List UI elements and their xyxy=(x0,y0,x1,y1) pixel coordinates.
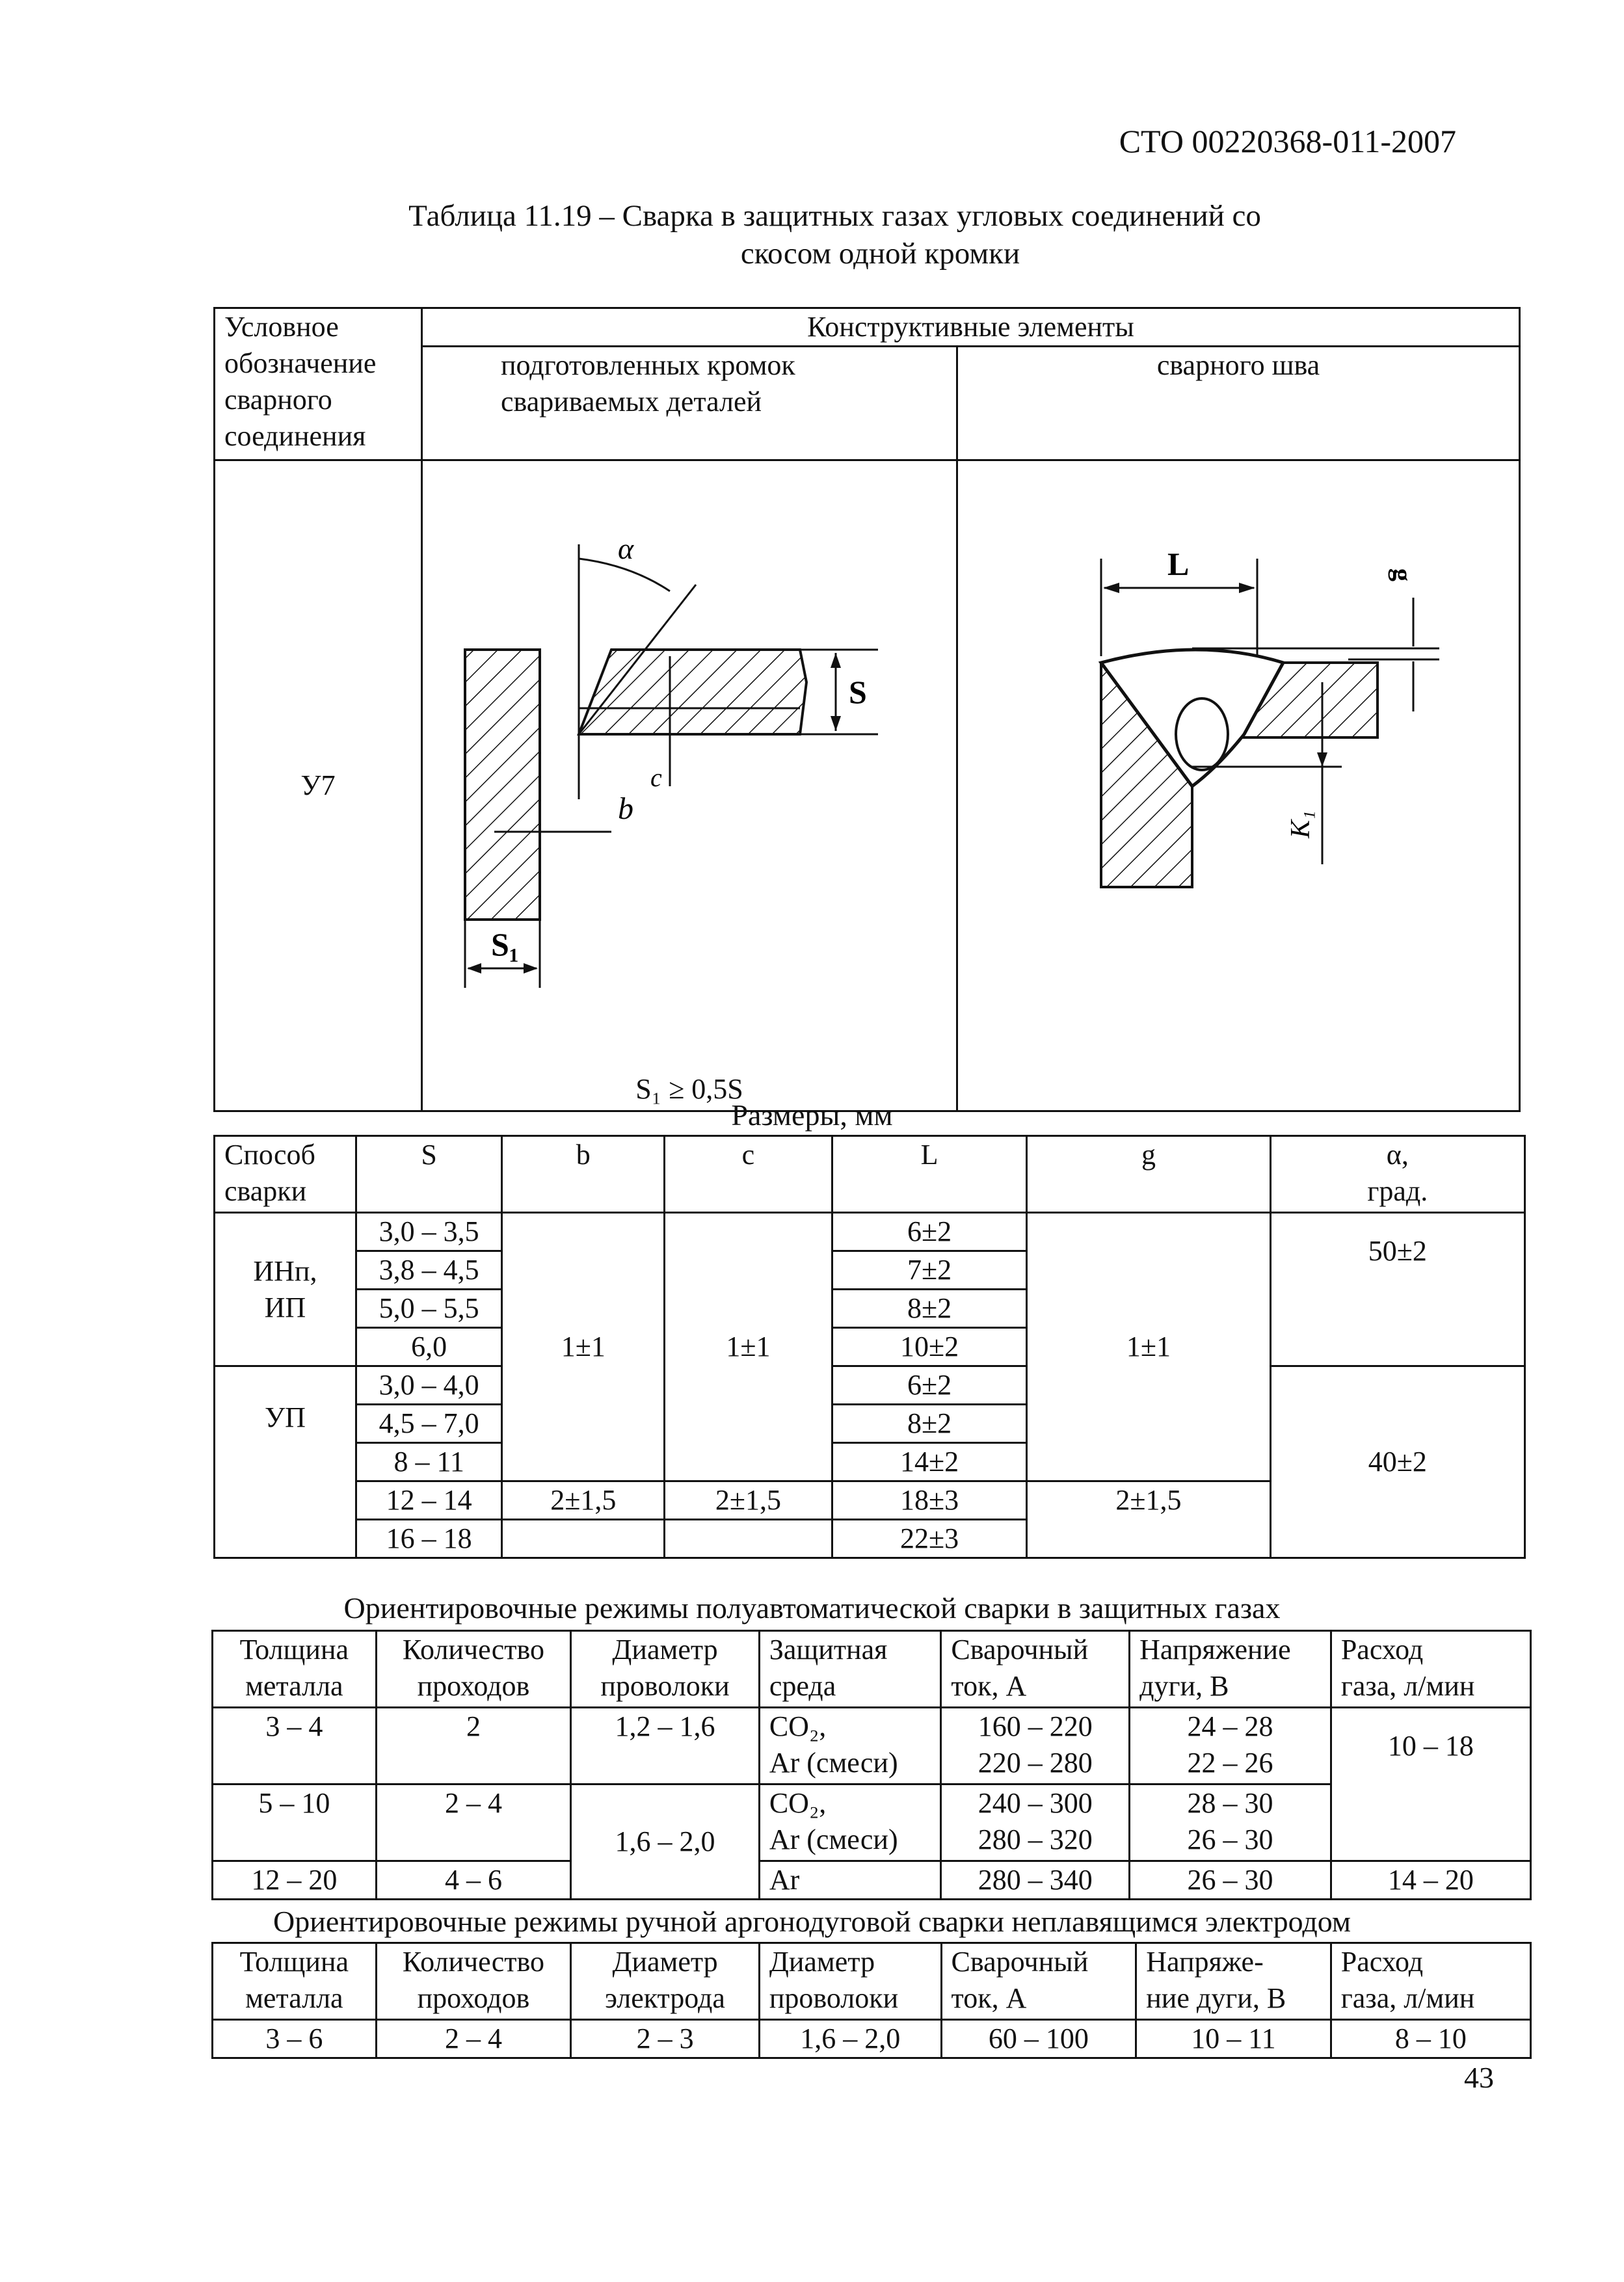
edge-prep-figure-cell xyxy=(422,460,957,1111)
joint-design-table xyxy=(213,307,1521,1112)
g-value: 2±1,5 xyxy=(1027,1481,1270,1558)
edges-header: подготовленных кромок свариваемых деталей xyxy=(422,347,957,460)
method-inp-ip: ИНп, ИП xyxy=(215,1213,356,1366)
flow-value: 14 – 20 xyxy=(1331,1861,1530,1900)
label-g: g xyxy=(1388,568,1417,581)
tig-caption: Ориентировочные режимы ручной аргонодуговой сварки неплавящимся электродом xyxy=(273,1905,1351,1938)
method-up: УП xyxy=(215,1366,356,1558)
l-value: 7±2 xyxy=(832,1251,1027,1290)
l-value: 8±2 xyxy=(832,1290,1027,1328)
label-c: c xyxy=(650,763,662,792)
method-header: Способ сварки xyxy=(215,1136,356,1213)
c-value: 2±1,5 xyxy=(665,1481,832,1520)
s-value: 6,0 xyxy=(356,1328,502,1366)
dimensions-table xyxy=(213,1135,1526,1559)
s-value: 16 – 18 xyxy=(356,1520,502,1558)
label-s1: S₁ xyxy=(491,926,519,962)
c-header: c xyxy=(665,1136,832,1213)
current-value: 60 – 100 xyxy=(941,2020,1136,2058)
current-value: 240 – 300 280 – 320 xyxy=(941,1784,1130,1861)
l-value: 6±2 xyxy=(832,1366,1027,1405)
tig-modes-table xyxy=(211,1942,1532,2059)
label-alpha: α xyxy=(618,532,634,565)
wire-value: 1,2 – 1,6 xyxy=(571,1708,760,1784)
passes-value: 2 – 4 xyxy=(376,2020,571,2058)
s-header: S xyxy=(356,1136,502,1213)
s-value: 8 – 11 xyxy=(356,1443,502,1481)
voltage-value: 26 – 30 xyxy=(1130,1861,1331,1900)
alpha-value: 40±2 xyxy=(1270,1366,1524,1558)
s-value: 12 – 14 xyxy=(356,1481,502,1520)
empty-cell xyxy=(502,1520,665,1558)
l-header: L xyxy=(832,1136,1027,1213)
th-gas: Защитная среда xyxy=(759,1631,941,1708)
passes-value: 2 – 4 xyxy=(376,1784,571,1861)
wire-value: 1,6 – 2,0 xyxy=(759,2020,941,2058)
g-header: g xyxy=(1027,1136,1270,1213)
s-value: 4,5 – 7,0 xyxy=(356,1405,502,1443)
passes-value: 4 – 6 xyxy=(376,1861,571,1900)
label-s: S xyxy=(849,674,867,710)
th-flow: Расход газа, л/мин xyxy=(1331,1943,1530,2020)
label-b: b xyxy=(618,791,633,826)
b-value: 2±1,5 xyxy=(502,1481,665,1520)
flow-value: 8 – 10 xyxy=(1331,2020,1530,2058)
vertical-plate xyxy=(465,650,540,920)
th-wire: Диаметр проволоки xyxy=(759,1943,941,2020)
alpha-value: 50±2 xyxy=(1270,1213,1524,1366)
thickness-condition: S₁ ≥ 0,5S xyxy=(635,1073,743,1105)
empty-cell xyxy=(665,1520,832,1558)
wire-value: 1,6 – 2,0 xyxy=(571,1784,760,1900)
c-value: 1±1 xyxy=(665,1213,832,1481)
gas-value: CO₂, Ar (смеси) xyxy=(759,1784,941,1861)
passes-value: 2 xyxy=(376,1708,571,1784)
thickness-value: 12 – 20 xyxy=(213,1861,377,1900)
g-value: 1±1 xyxy=(1027,1213,1270,1481)
semi-auto-modes-table xyxy=(211,1630,1532,1900)
th-electrode: Диаметр электрода xyxy=(571,1943,760,2020)
b-header: b xyxy=(502,1136,665,1213)
designation-header: Условное обозначение сварного соединения xyxy=(215,308,422,460)
flow-value: 10 – 18 xyxy=(1331,1708,1530,1861)
current-value: 280 – 340 xyxy=(941,1861,1130,1900)
dims-caption: Размеры, мм xyxy=(731,1098,893,1132)
l-value: 22±3 xyxy=(832,1520,1027,1558)
th-current: Сварочный ток, А xyxy=(941,1943,1136,2020)
th-voltage: Напряже- ние дуги, В xyxy=(1136,1943,1331,2020)
thickness-value: 3 – 4 xyxy=(213,1708,377,1784)
joint-designation: У7 xyxy=(215,460,422,1111)
table-title-line1: Таблица 11.19 – Сварка в защитных газах угловых соединений со xyxy=(408,199,1261,233)
gas-value: Ar xyxy=(759,1861,941,1900)
voltage-value: 28 – 30 26 – 30 xyxy=(1130,1784,1331,1861)
weld-seam-drawing xyxy=(958,461,1519,1110)
edge-preparation-drawing xyxy=(423,461,956,1110)
weld-figure-cell xyxy=(957,460,1520,1111)
l-value: 14±2 xyxy=(832,1443,1027,1481)
l-value: 6±2 xyxy=(832,1213,1027,1251)
table-title-line2: скосом одной кромки xyxy=(740,237,1020,271)
l-value: 18±3 xyxy=(832,1481,1027,1520)
s-value: 5,0 – 5,5 xyxy=(356,1290,502,1328)
semi-auto-caption: Ориентировочные режимы полуавтоматической сварки в защитных газах xyxy=(343,1591,1281,1625)
weld-header: сварного шва xyxy=(957,347,1520,460)
document-code: СТО 00220368-011-2007 xyxy=(1119,123,1456,159)
th-passes: Количество проходов xyxy=(376,1631,571,1708)
label-l: L xyxy=(1167,546,1190,582)
electrode-value: 2 – 3 xyxy=(571,2020,760,2058)
s-value: 3,0 – 4,0 xyxy=(356,1366,502,1405)
current-value: 160 – 220 220 – 280 xyxy=(941,1708,1130,1784)
th-flow: Расход газа, л/мин xyxy=(1331,1631,1530,1708)
voltage-value: 10 – 11 xyxy=(1136,2020,1331,2058)
th-current: Сварочный ток, А xyxy=(941,1631,1130,1708)
l-value: 10±2 xyxy=(832,1328,1027,1366)
alpha-header: α, град. xyxy=(1270,1136,1524,1213)
thickness-value: 5 – 10 xyxy=(213,1784,377,1861)
design-elements-header: Конструктивные элементы xyxy=(422,308,1520,347)
page-number: 43 xyxy=(1464,2061,1494,2094)
th-passes: Количество проходов xyxy=(376,1943,571,2020)
label-k1: K₁ xyxy=(1286,810,1316,838)
th-thickness: Толщина металла xyxy=(213,1943,377,2020)
s-value: 3,0 – 3,5 xyxy=(356,1213,502,1251)
gas-value: CO₂, Ar (смеси) xyxy=(759,1708,941,1784)
th-thickness: Толщина металла xyxy=(213,1631,377,1708)
b-value: 1±1 xyxy=(502,1213,665,1481)
th-wire: Диаметр проволоки xyxy=(571,1631,760,1708)
s-value: 3,8 – 4,5 xyxy=(356,1251,502,1290)
l-value: 8±2 xyxy=(832,1405,1027,1443)
th-voltage: Напряжение дуги, В xyxy=(1130,1631,1331,1708)
voltage-value: 24 – 28 22 – 26 xyxy=(1130,1708,1331,1784)
thickness-value: 3 – 6 xyxy=(213,2020,377,2058)
